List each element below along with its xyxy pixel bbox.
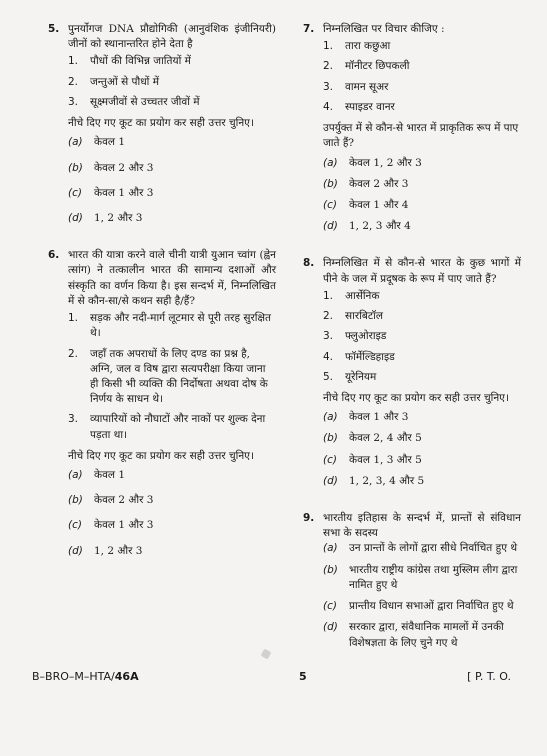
statement-item [68, 54, 276, 69]
answer-option [68, 211, 276, 226]
instruction-text: नीचे दिए गए कूट का प्रयोग कर सही उत्तर चुनिए। [68, 449, 254, 462]
option-text: केवल 1, 2 और 3 [349, 156, 422, 169]
option-label: (b) [323, 177, 338, 190]
option-text: केवल 2, 4 और 5 [349, 432, 422, 445]
option-label: (d) [323, 621, 338, 634]
question-head [48, 248, 276, 309]
instruction-text: उपर्युक्त में से कौन-से भारत में प्राकृतिक रूप में पाए जाते हैं? [323, 122, 519, 150]
option-text: भारतीय राष्ट्रीय कांग्रेस तथा मुस्लिम लीग द्वारा नामित हुए थे [349, 563, 518, 591]
statement-list [323, 39, 521, 115]
statement-item [323, 100, 521, 115]
option-text: सरकार द्वारा, संवैधानिक मामलों में उनकी विशेषज्ञता के लिए चुने गए थे [349, 621, 504, 649]
answer-option [323, 156, 521, 171]
option-label: (a) [68, 469, 83, 482]
question-block [48, 248, 276, 559]
answer-option [68, 493, 276, 508]
instruction-text: नीचे दिए गए कूट का प्रयोग कर सही उत्तर चुनिए। [323, 391, 509, 404]
statement-item [68, 95, 276, 110]
option-label: (c) [323, 453, 337, 466]
statement-number: 2. [323, 310, 334, 323]
question-head [303, 256, 521, 286]
statement-text: यूरेनियम [345, 370, 377, 383]
option-text: प्रान्तीय विधान सभाओं द्वारा निर्वाचित हुए थे [349, 600, 514, 613]
statement-text: पौधों की विभिन्न जातियों में [90, 55, 191, 68]
option-label: (b) [68, 161, 83, 174]
answer-option [323, 198, 521, 213]
question-number: 6. [48, 249, 60, 262]
option-label: (a) [323, 542, 338, 555]
answer-option [323, 219, 521, 234]
answer-option [323, 563, 521, 593]
statement-text: सूक्ष्मजीवों से उच्चतर जीवों में [90, 95, 200, 108]
statement-item [323, 350, 521, 365]
option-text: केवल 1 और 4 [349, 198, 409, 211]
statement-item [68, 347, 276, 408]
statement-number: 4. [323, 350, 334, 363]
question-head [303, 511, 521, 541]
statement-item [323, 329, 521, 344]
option-label: (b) [323, 563, 338, 576]
question-text: भारत की यात्रा करने वाले चीनी यात्री युआन च्वांग (ह्वेन त्सांग) ने तत्कालीन भारत की सामान्य दशाओं और संस्कृति का वर्णन किया है। इस सन्दर्भ में, निम्नलिखित में से कौन-सा/से कथन सही है/हैं? [68, 249, 276, 307]
statement-number: 3. [323, 330, 334, 343]
answer-option [68, 468, 276, 483]
statement-text: सारबिटॉल [345, 310, 383, 323]
question-body [323, 541, 521, 650]
statement-number: 3. [323, 80, 334, 93]
statement-text: तारा कछुआ [345, 40, 391, 53]
answer-options [68, 468, 276, 559]
statement-list [68, 54, 276, 110]
statement-text: जन्तुओं से पौधों में [90, 75, 159, 88]
option-label: (c) [68, 519, 82, 532]
statement-text: आर्सेनिक [345, 289, 380, 302]
answer-option [323, 453, 521, 468]
answer-option [68, 135, 276, 150]
question-body [68, 54, 276, 226]
pto-label: [ P. T. O. [467, 670, 511, 683]
statement-text: व्यापारियों को नौघाटों और नाकों पर शुल्क देना पड़ता था। [90, 413, 266, 441]
option-label: (b) [323, 432, 338, 445]
statement-list [323, 289, 521, 385]
option-label: (d) [68, 211, 83, 224]
option-label: (d) [323, 220, 338, 233]
statement-text: वामन सूअर [345, 80, 389, 93]
statement-item [323, 289, 521, 304]
statement-text: स्पाइडर वानर [345, 100, 395, 113]
question-block [303, 22, 521, 234]
right-column [303, 22, 521, 673]
question-body [323, 289, 521, 489]
option-label: (c) [323, 600, 337, 613]
instruction-text: नीचे दिए गए कूट का प्रयोग कर सही उत्तर चुनिए। [68, 117, 254, 130]
scan-mark [261, 649, 272, 660]
statement-item [68, 412, 276, 442]
statement-item [323, 59, 521, 74]
option-label: (c) [323, 198, 337, 211]
answer-option [323, 599, 521, 614]
option-label: (d) [68, 544, 83, 557]
statement-number: 1. [323, 289, 334, 302]
option-label: (b) [68, 494, 83, 507]
option-label: (a) [323, 411, 338, 424]
option-label: (c) [68, 186, 82, 199]
option-text: 1, 2, 3 और 4 [349, 220, 411, 233]
answer-options [323, 541, 521, 650]
option-text: केवल 1 [94, 469, 126, 482]
statement-text: फॉर्मेल्डिहाइड [345, 350, 395, 363]
answer-option [323, 541, 521, 556]
statement-item [323, 39, 521, 54]
question-number: 7. [303, 23, 315, 35]
statement-text: सड़क और नदी-मार्ग लूटमार से पूरी तरह सुरक्षित थे। [90, 312, 272, 340]
statement-number: 3. [68, 413, 79, 426]
option-label: (d) [323, 474, 338, 487]
option-text: उन प्रान्तों के लोगों द्वारा सीधे निर्वाचित हुए थे [349, 542, 518, 555]
option-text: 1, 2 और 3 [94, 544, 143, 557]
answer-options [323, 410, 521, 489]
statement-number: 1. [68, 55, 79, 68]
answer-option [323, 474, 521, 489]
statement-text: जहाँ तक अपराधों के लिए दण्ड का प्रश्न है, अग्नि, जल व विष द्वारा सत्यपरीक्षा किया जाना ही किसी भी व्यक्ति की निर्दोषता अथवा दोष के निर्णय के साधन थे। [90, 347, 268, 406]
option-label: (a) [323, 156, 338, 169]
statement-number: 4. [323, 100, 334, 113]
answer-option [323, 431, 521, 446]
statement-item [323, 309, 521, 324]
question-head [303, 22, 521, 37]
page-number: 5 [299, 670, 307, 683]
statement-item [323, 80, 521, 95]
answer-option [323, 410, 521, 425]
option-text: केवल 1 और 3 [94, 519, 154, 532]
statement-number: 1. [323, 40, 334, 53]
answer-options [323, 156, 521, 235]
statement-number: 2. [323, 60, 334, 73]
question-body [68, 311, 276, 559]
statement-number: 3. [68, 95, 79, 108]
statement-number: 5. [323, 370, 334, 383]
option-text: केवल 2 और 3 [94, 494, 154, 507]
answer-option [323, 620, 521, 650]
question-block [48, 22, 276, 226]
answer-option [68, 186, 276, 201]
question-block [303, 511, 521, 651]
question-number: 8. [303, 257, 315, 270]
answer-options [68, 135, 276, 226]
statement-number: 1. [68, 312, 79, 325]
question-body [323, 39, 521, 234]
question-text: पुनर्योगज DNA प्रौद्योगिकी (आनुवंशिक इंजीनियरी) जीनों को स्थानान्तरित होने देता है [68, 23, 276, 51]
statement-item [323, 370, 521, 385]
answer-option [68, 518, 276, 533]
option-text: 1, 2, 3, 4 और 5 [349, 474, 425, 487]
answer-option [68, 544, 276, 559]
statement-item [68, 311, 276, 341]
question-block [303, 256, 521, 489]
question-text: निम्नलिखित में से कौन-से भारत के कुछ भागों में पीने के जल में प्रदूषक के रूप में पाए जाते हैं? [323, 257, 521, 285]
answer-option [68, 161, 276, 176]
statement-number: 2. [68, 347, 79, 360]
statement-text: मॉनीटर छिपकली [345, 60, 410, 73]
question-text: भारतीय इतिहास के सन्दर्भ में, प्रान्तों से संविधान सभा के सदस्य [323, 512, 521, 540]
statement-list [68, 311, 276, 443]
question-head [48, 22, 276, 52]
question-text: निम्नलिखित पर विचार कीजिए : [323, 23, 445, 35]
option-text: केवल 1 और 3 [94, 186, 154, 199]
option-text: केवल 1, 3 और 5 [349, 453, 422, 466]
page-footer [32, 669, 511, 685]
option-text: केवल 1 और 3 [349, 411, 409, 424]
statement-number: 2. [68, 75, 79, 88]
option-text: 1, 2 और 3 [94, 211, 143, 224]
option-text: केवल 2 और 3 [349, 177, 409, 190]
booklet-code: B–BRO–M–HTA/46A [32, 670, 139, 683]
option-text: केवल 1 [94, 136, 126, 149]
statement-text: फ्लुओराइड [345, 330, 387, 343]
left-column [48, 22, 276, 581]
statement-item [68, 75, 276, 90]
question-number: 9. [303, 512, 315, 525]
answer-option [323, 177, 521, 192]
option-label: (a) [68, 136, 83, 149]
question-number: 5. [48, 23, 60, 35]
option-text: केवल 2 और 3 [94, 161, 154, 174]
